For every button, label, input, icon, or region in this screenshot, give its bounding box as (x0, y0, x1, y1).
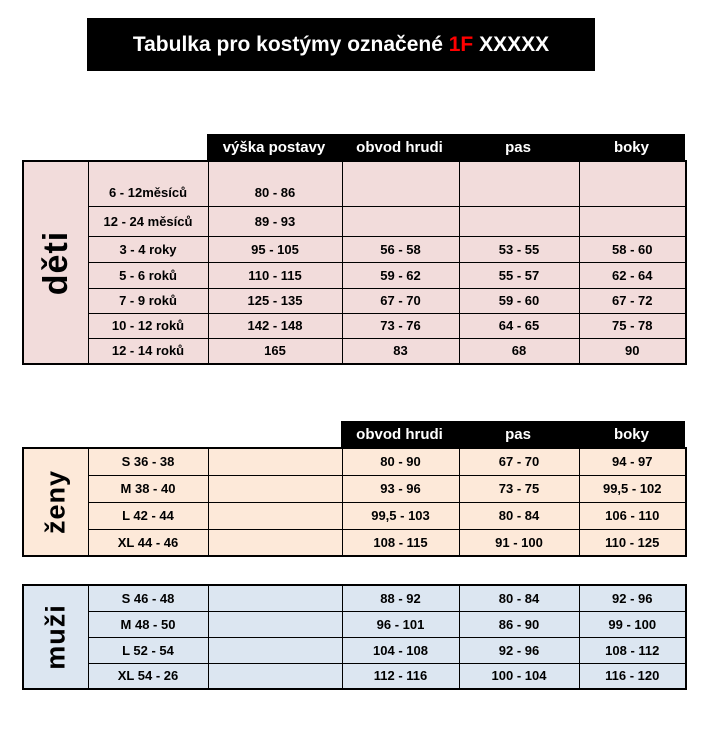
women-column-headers (341, 421, 685, 447)
title-code: 1F (448, 32, 474, 56)
value-cell: 125 - 135 (208, 288, 342, 313)
table-row (23, 611, 686, 637)
table-row (23, 529, 686, 556)
value-cell: 68 (459, 338, 579, 364)
size-label-cell: 12 - 14 roků (88, 338, 208, 364)
size-label-cell: L 52 - 54 (88, 637, 208, 663)
value-cell: 96 - 101 (342, 611, 459, 637)
value-cell (208, 663, 342, 689)
value-cell (208, 529, 342, 556)
value-cell: 165 (208, 338, 342, 364)
value-cell: 142 - 148 (208, 313, 342, 338)
table-row (23, 206, 686, 236)
category-cell-mu-i (23, 585, 88, 689)
value-cell: 104 - 108 (342, 637, 459, 663)
size-label-cell: XL 54 - 26 (88, 663, 208, 689)
value-cell: 64 - 65 (459, 313, 579, 338)
value-cell: 89 - 93 (208, 206, 342, 236)
column-header-boky: boky (613, 138, 649, 156)
value-cell: 67 - 70 (342, 288, 459, 313)
value-cell: 62 - 64 (579, 262, 686, 288)
value-cell: 116 - 120 (579, 663, 686, 689)
size-label-cell: 5 - 6 roků (88, 262, 208, 288)
value-cell: 95 - 105 (208, 236, 342, 262)
value-cell (579, 161, 686, 206)
value-cell: 80 - 84 (459, 585, 579, 611)
category-cell-eny (23, 448, 88, 556)
column-header-v-ka-postavy: výška postavy (222, 138, 326, 156)
value-cell: 59 - 60 (459, 288, 579, 313)
page-title-text (133, 33, 549, 57)
value-cell: 91 - 100 (459, 529, 579, 556)
value-cell: 99,5 - 103 (342, 502, 459, 529)
value-cell: 58 - 60 (579, 236, 686, 262)
value-cell: 93 - 96 (342, 475, 459, 502)
value-cell (459, 161, 579, 206)
value-cell (208, 585, 342, 611)
size-label-cell: 3 - 4 roky (88, 236, 208, 262)
size-label-cell: 7 - 9 roků (88, 288, 208, 313)
value-cell: 56 - 58 (342, 236, 459, 262)
table-row (23, 663, 686, 689)
value-cell: 112 - 116 (342, 663, 459, 689)
title-suffix: XXXXX (473, 32, 550, 56)
value-cell: 94 - 97 (579, 448, 686, 475)
value-cell: 99,5 - 102 (579, 475, 686, 502)
value-cell: 53 - 55 (459, 236, 579, 262)
value-cell (342, 206, 459, 236)
value-cell: 110 - 115 (208, 262, 342, 288)
table-row (23, 313, 686, 338)
value-cell: 55 - 57 (459, 262, 579, 288)
value-cell (208, 475, 342, 502)
table-row (23, 236, 686, 262)
column-header-pas: pas (505, 425, 531, 443)
size-label-cell: 12 - 24 měsíců (88, 206, 208, 236)
column-header-obvod-hrudi: obvod hrudi (356, 425, 443, 443)
value-cell: 73 - 75 (459, 475, 579, 502)
value-cell: 92 - 96 (579, 585, 686, 611)
column-header-pas: pas (505, 138, 531, 156)
value-cell (342, 161, 459, 206)
value-cell (208, 637, 342, 663)
value-cell: 80 - 90 (342, 448, 459, 475)
men-size-table (22, 584, 687, 690)
value-cell: 88 - 92 (342, 585, 459, 611)
table-row (23, 161, 686, 206)
children-column-headers (207, 134, 685, 160)
value-cell: 67 - 72 (579, 288, 686, 313)
size-label-cell: S 36 - 38 (88, 448, 208, 475)
size-label-cell: S 46 - 48 (88, 585, 208, 611)
table-row (23, 475, 686, 502)
value-cell: 67 - 70 (459, 448, 579, 475)
women-size-table (22, 447, 687, 557)
table-row (23, 448, 686, 475)
size-label-cell: XL 44 - 46 (88, 529, 208, 556)
value-cell: 80 - 86 (208, 161, 342, 206)
value-cell: 80 - 84 (459, 502, 579, 529)
value-cell (208, 611, 342, 637)
category-cell-d-ti (23, 161, 88, 364)
value-cell: 108 - 112 (579, 637, 686, 663)
value-cell: 90 (579, 338, 686, 364)
table-row (23, 262, 686, 288)
column-header-boky: boky (613, 425, 649, 443)
table-row (23, 585, 686, 611)
value-cell (579, 206, 686, 236)
table-row (23, 637, 686, 663)
table-row (23, 338, 686, 364)
value-cell: 100 - 104 (459, 663, 579, 689)
value-cell: 99 - 100 (579, 611, 686, 637)
children-size-table (22, 160, 687, 365)
table-row (23, 502, 686, 529)
category-label: muži (40, 604, 71, 670)
category-label: děti (36, 230, 75, 295)
value-cell (208, 502, 342, 529)
value-cell: 92 - 96 (459, 637, 579, 663)
title-prefix: Tabulka pro kostýmy označené (132, 32, 449, 56)
value-cell (208, 448, 342, 475)
size-label-cell: 10 - 12 roků (88, 313, 208, 338)
size-label-cell: 6 - 12měsíců (88, 161, 208, 206)
value-cell (459, 206, 579, 236)
column-header-obvod-hrudi: obvod hrudi (356, 138, 443, 156)
category-label: ženy (40, 469, 71, 535)
value-cell: 106 - 110 (579, 502, 686, 529)
size-label-cell: M 48 - 50 (88, 611, 208, 637)
value-cell: 110 - 125 (579, 529, 686, 556)
value-cell: 73 - 76 (342, 313, 459, 338)
value-cell: 86 - 90 (459, 611, 579, 637)
page-title (87, 18, 595, 71)
size-label-cell: L 42 - 44 (88, 502, 208, 529)
size-label-cell: M 38 - 40 (88, 475, 208, 502)
value-cell: 75 - 78 (579, 313, 686, 338)
value-cell: 83 (342, 338, 459, 364)
table-row (23, 288, 686, 313)
value-cell: 108 - 115 (342, 529, 459, 556)
value-cell: 59 - 62 (342, 262, 459, 288)
